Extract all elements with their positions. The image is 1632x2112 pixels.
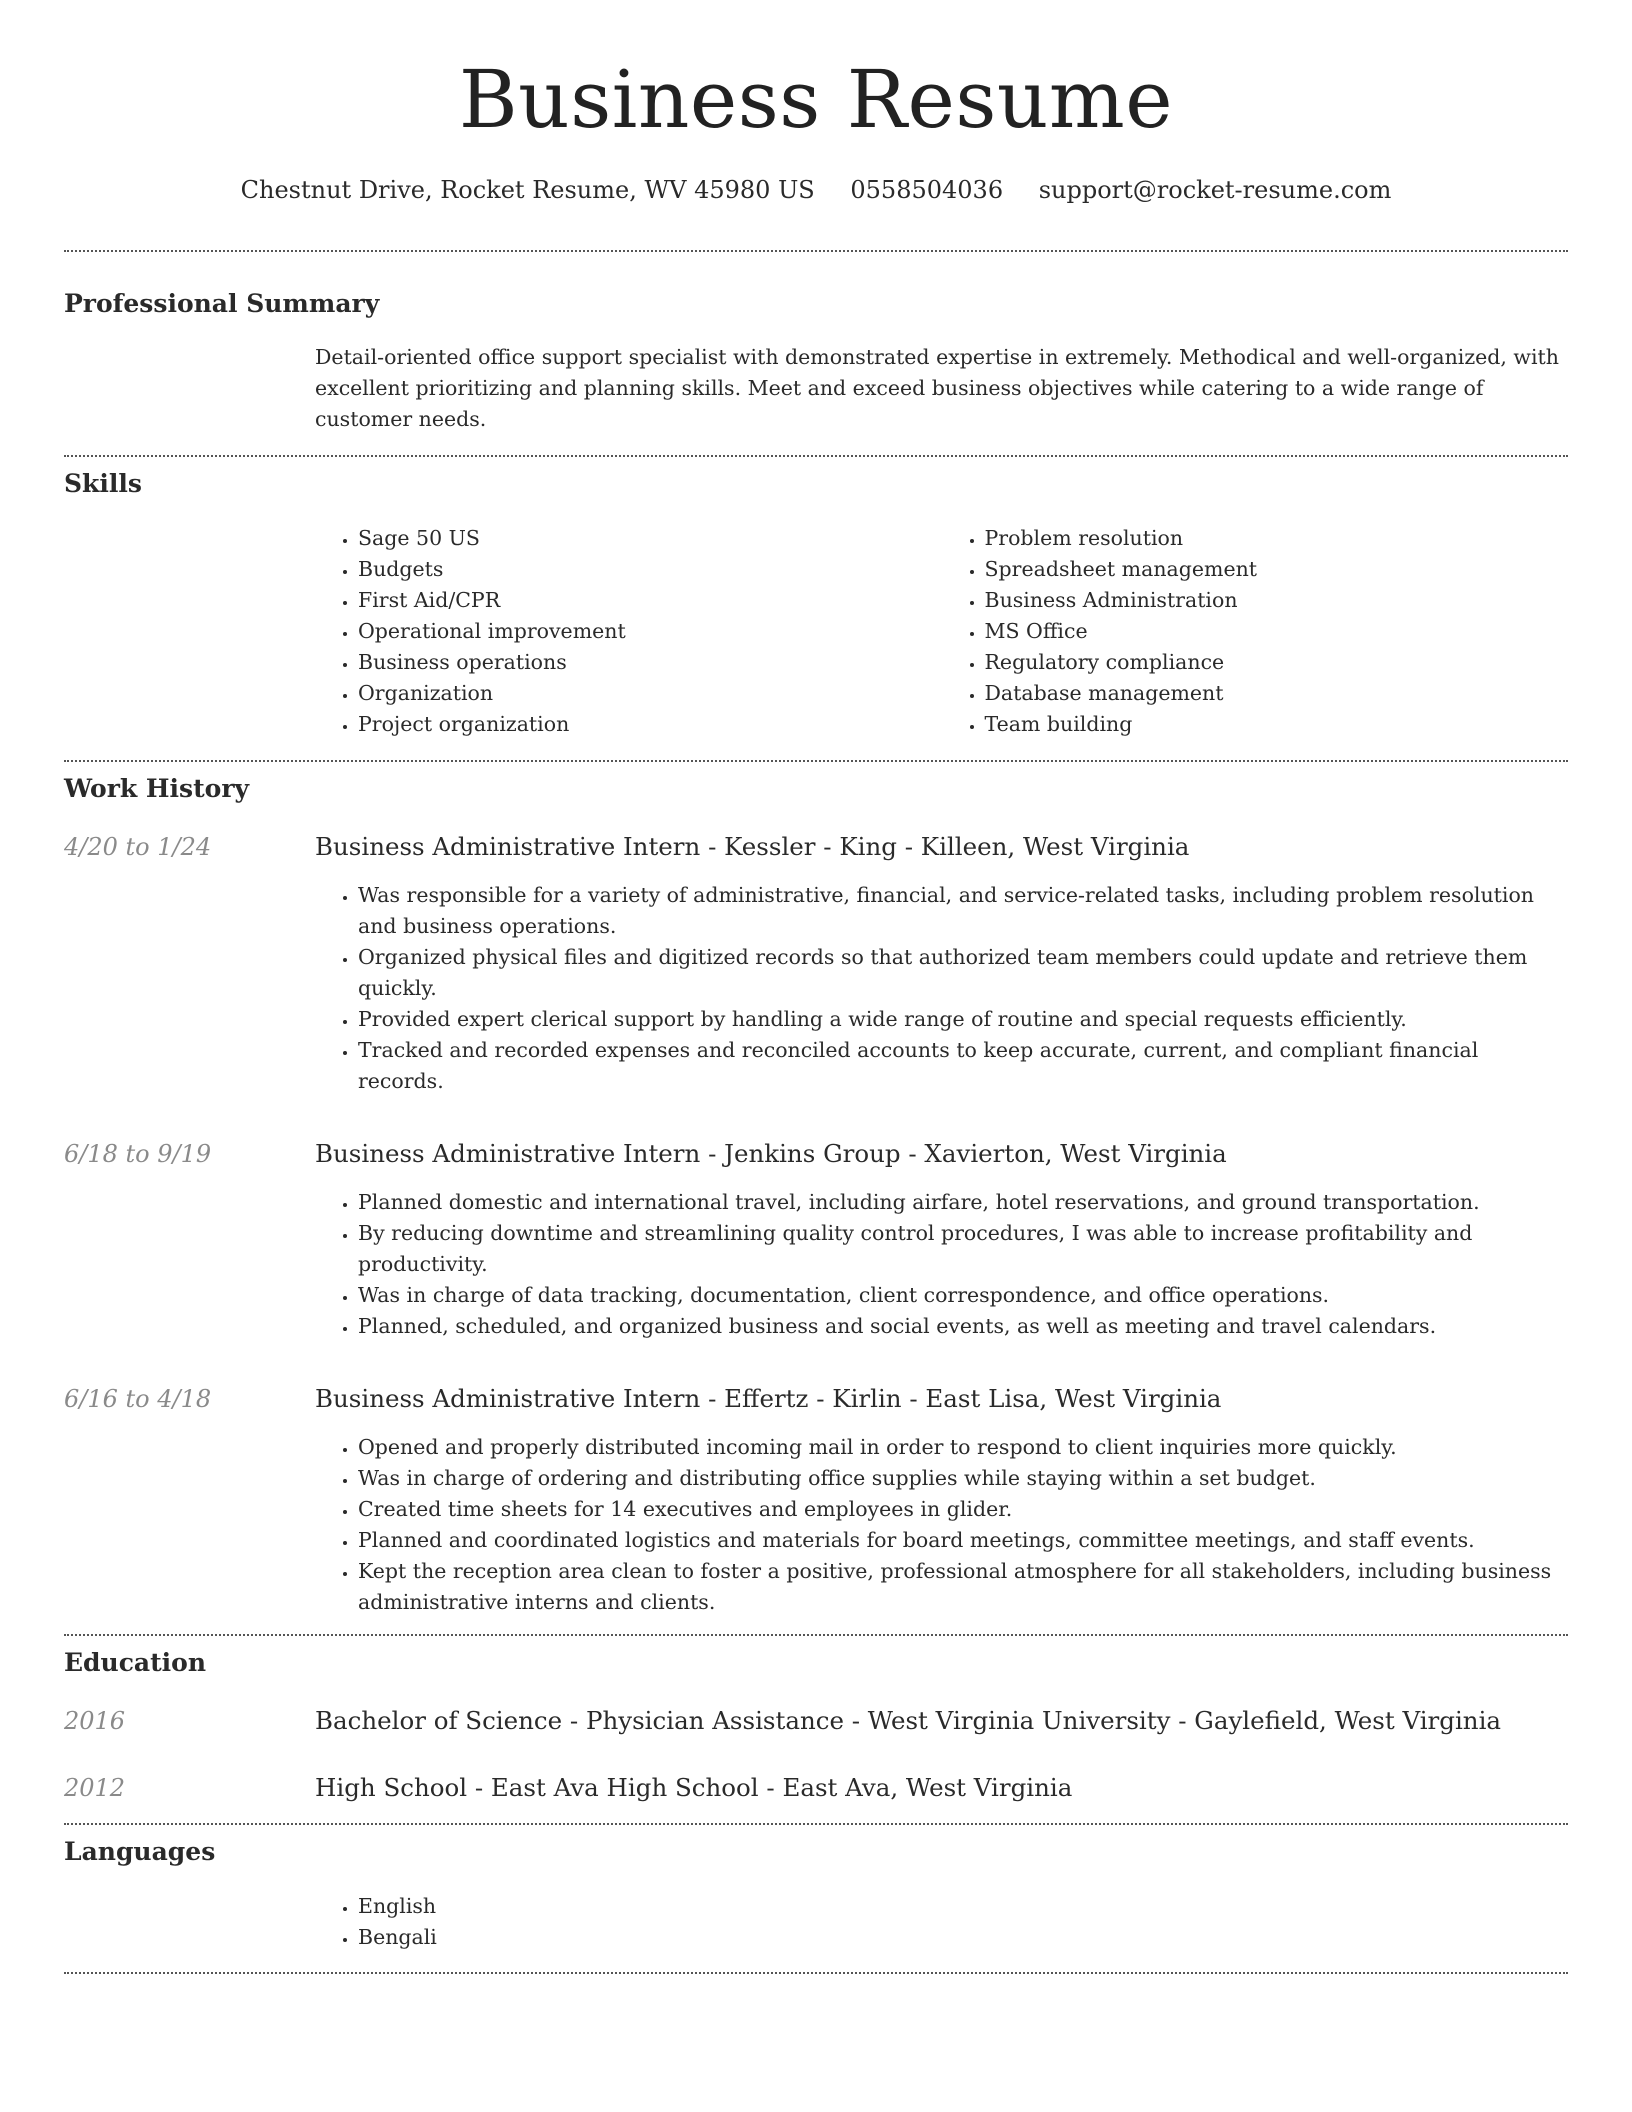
education-entry — [64, 1772, 1568, 1804]
job-bullet: • Created time sheets for 14 executives and employees in glider. — [358, 1494, 1568, 1525]
contact-line — [64, 174, 1568, 206]
languages-list — [315, 1891, 1568, 1953]
section-divider — [64, 1972, 1568, 1974]
job-bullet: • Opened and properly distributed incoming mail in order to respond to client inquiries more quickly. — [358, 1432, 1568, 1463]
section-divider — [64, 455, 1568, 457]
skill-item: • Business Administration — [985, 585, 1569, 616]
skill-item: • MS Office — [985, 616, 1569, 647]
skill-item: • Business operations — [358, 647, 942, 678]
work-history-heading: Work History — [64, 774, 250, 803]
resume-name: Business Resume — [458, 53, 1174, 146]
skill-item: • Regulatory compliance — [985, 647, 1569, 678]
job-bullet: • Was in charge of data tracking, documentation, client correspondence, and office operations. — [358, 1280, 1568, 1311]
skills-heading: Skills — [64, 469, 142, 498]
job-bullet: • Provided expert clerical support by handling a wide range of routine and special requests efficiently. — [358, 1004, 1568, 1035]
contact-address: Chestnut Drive, Rocket Resume, WV 45980 US — [240, 176, 815, 204]
job-dates: 4/20 to 1/24 — [64, 833, 212, 861]
skill-item: • Problem resolution — [985, 523, 1569, 554]
job-dates: 6/16 to 4/18 — [64, 1385, 212, 1413]
education-year: 2016 — [64, 1707, 126, 1735]
job-bullet: • Tracked and recorded expenses and reconciled accounts to keep accurate, current, and compliant financial records. — [358, 1035, 1568, 1097]
skill-item: • Organization — [358, 678, 942, 709]
skill-item: • Project organization — [358, 709, 942, 740]
job-bullet: • Organized physical files and digitized records so that authorized team members could update and retrieve them quickly. — [358, 942, 1568, 1004]
skill-item: • Database management — [985, 678, 1569, 709]
resume-page — [64, 0, 1568, 1974]
job-header — [64, 1138, 1568, 1170]
job-bullet: • By reducing downtime and streamlining quality control procedures, I was able to increase profitability and productivity. — [358, 1218, 1568, 1280]
skills-list — [315, 523, 1568, 740]
job-header — [64, 831, 1568, 863]
skill-item: • Operational improvement — [358, 616, 942, 647]
contact-email: support@rocket-resume.com — [1038, 176, 1392, 204]
education-title: Bachelor of Science - Physician Assistance - West Virginia University - Gaylefield, West Virginia — [315, 1706, 1502, 1735]
skill-item: • Spreadsheet management — [985, 554, 1569, 585]
section-divider — [64, 760, 1568, 762]
section-divider — [64, 1823, 1568, 1825]
education-entry — [64, 1705, 1568, 1737]
education-title: High School - East Ava High School - East Ava, West Virginia — [315, 1773, 1073, 1802]
job-dates: 6/18 to 9/19 — [64, 1140, 212, 1168]
language-item: • English — [358, 1891, 1568, 1922]
job-title: Business Administrative Intern - Kessler - King - Killeen, West Virginia — [315, 832, 1190, 861]
skills-column-left — [315, 523, 942, 740]
job-bullet: • Planned and coordinated logistics and materials for board meetings, committee meetings, and staff events. — [358, 1525, 1568, 1556]
job-entry — [64, 831, 1568, 1097]
job-header — [64, 1383, 1568, 1415]
section-divider — [64, 1634, 1568, 1636]
contact-phone: 0558504036 — [850, 176, 1004, 204]
job-bullet: • Kept the reception area clean to foster a positive, professional atmosphere for all stakeholders, including business administrative interns and clients. — [358, 1556, 1568, 1618]
summary-heading: Professional Summary — [64, 289, 380, 318]
job-bullet: • Was in charge of ordering and distributing office supplies while staying within a set budget. — [358, 1463, 1568, 1494]
skill-item: • First Aid/CPR — [358, 585, 942, 616]
skill-item: • Team building — [985, 709, 1569, 740]
job-entry — [64, 1138, 1568, 1342]
job-bullets — [315, 880, 1568, 1097]
skills-column-right — [942, 523, 1569, 740]
job-bullet: • Planned domestic and international travel, including airfare, hotel reservations, and ground transportation. — [358, 1187, 1568, 1218]
job-bullet: • Was responsible for a variety of administrative, financial, and service-related tasks, including problem resolution and business operations. — [358, 880, 1568, 942]
resume-header — [64, 0, 1568, 206]
job-bullets — [315, 1432, 1568, 1618]
job-entry — [64, 1383, 1568, 1618]
education-heading: Education — [64, 1648, 207, 1677]
job-bullet: • Planned, scheduled, and organized business and social events, as well as meeting and travel calendars. — [358, 1311, 1568, 1342]
job-bullets — [315, 1187, 1568, 1342]
skill-item: • Sage 50 US — [358, 523, 942, 554]
summary-text: Detail-oriented office support specialist with demonstrated expertise in extremely. Methodical and well-organized, with excellent prioritizing and planning skills. Meet and exceed business objectives while catering to a wide range of customer needs. — [315, 345, 1559, 431]
section-divider — [64, 250, 1568, 252]
job-title: Business Administrative Intern - Effertz - Kirlin - East Lisa, West Virginia — [315, 1384, 1222, 1413]
skill-item: • Budgets — [358, 554, 942, 585]
education-year: 2012 — [64, 1774, 126, 1802]
language-item: • Bengali — [358, 1922, 1568, 1953]
languages-heading: Languages — [64, 1837, 216, 1866]
job-title: Business Administrative Intern - Jenkins Group - Xavierton, West Virginia — [315, 1139, 1227, 1168]
